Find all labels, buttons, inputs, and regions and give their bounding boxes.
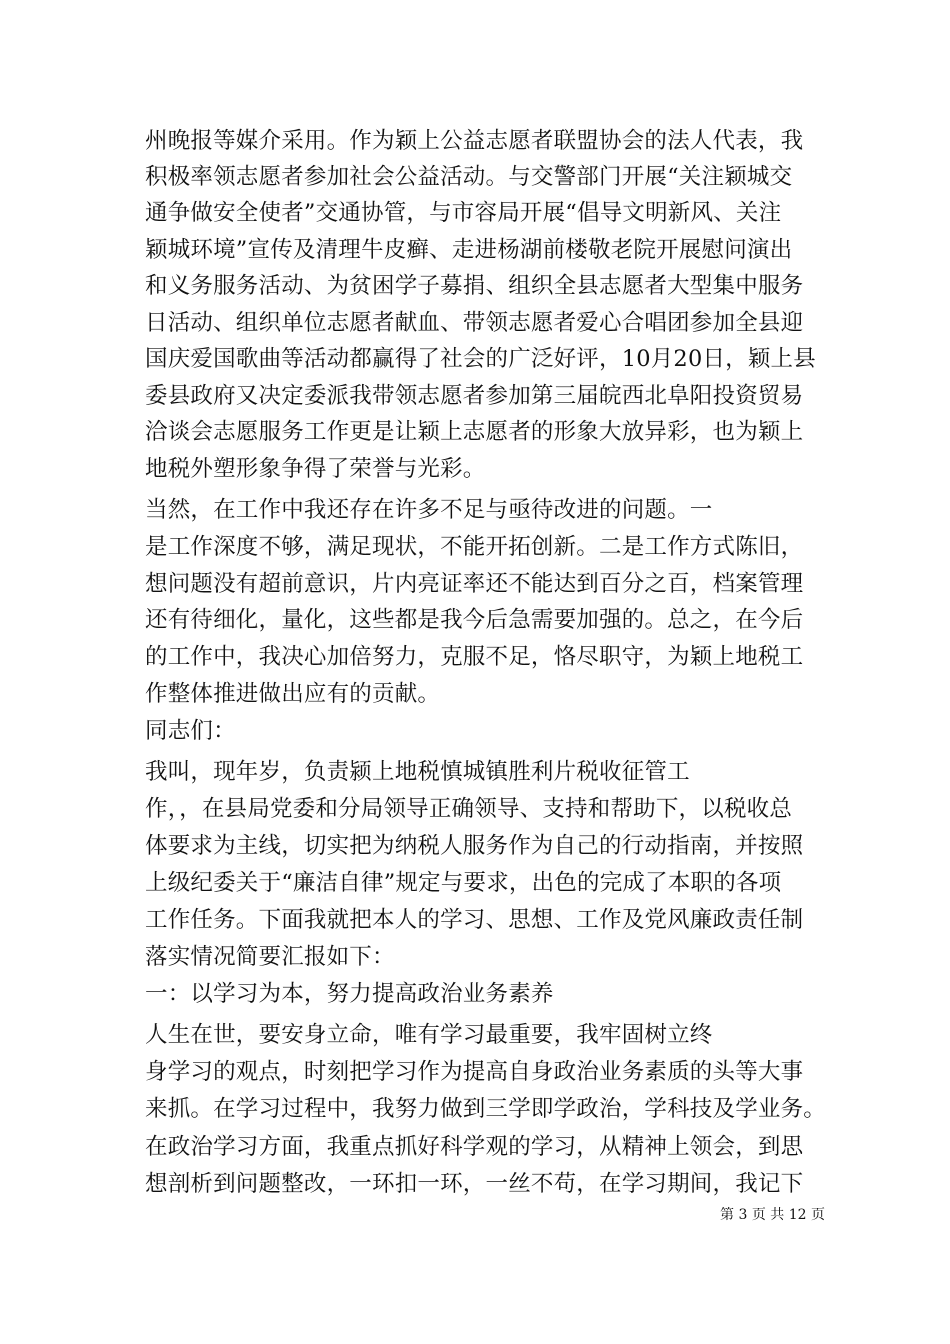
body-text-line: 想剖析到问题整改，一环扣一环，一丝不苟，在学习期间，我记下 [145,1171,804,1197]
body-text-line: 积极率领志愿者参加社会公益活动。与交警部门开展“关注颖城交 [145,164,793,190]
body-text-line: 还有待细化，量化，这些都是我今后急需要加强的。总之，在今后 [145,607,804,633]
body-text-line: 作整体推进做出应有的贡献。 [145,681,441,707]
body-text-line: 上级纪委关于“廉洁自律”规定与要求，出色的完成了本职的各项 [145,870,782,896]
body-text-line: 委县政府又决定委派我带领志愿者参加第三届皖西北阜阳投资贸易 [145,383,804,409]
body-text-line: 我叫，现年岁，负责颍上地税慎城镇胜利片税收征管工 [145,759,690,785]
body-text-line: 洽谈会志愿服务工作更是让颖上志愿者的形象大放异彩，也为颖上 [145,419,804,445]
body-text-line: 来抓。在学习过程中，我努力做到三学即学政治，学科技及学业务。 [145,1096,827,1122]
body-text-line: 当然，在工作中我还存在许多不足与亟待改进的问题。一 [145,497,713,523]
body-text-line: 体要求为主线，切实把为纳税人服务作为自己的行动指南，并按照 [145,833,804,859]
body-text-line: 和义务服务活动、为贫困学子募捐、组织全县志愿者大型集中服务 [145,273,804,299]
body-text-line: 身学习的观点，时刻把学习作为提高自身政治业务素质的头等大事 [145,1059,804,1085]
body-text-line: 工作任务。下面我就把本人的学习、思想、工作及党风廉政责任制 [145,907,804,933]
salutation-line: 同志们： [145,718,236,744]
body-text-line: 在政治学习方面，我重点抓好科学观的学习，从精神上领会，到思 [145,1134,804,1160]
body-text-line: 人生在世，要安身立命，唯有学习最重要，我牢固树立终 [145,1022,713,1048]
body-text-line: 地税外塑形象争得了荣誉与光彩。 [145,456,486,482]
body-text-line: 日活动、组织单位志愿者献血、带领志愿者爱心合唱团参加全县迎 [145,310,804,336]
body-text-line: 作，，在县局党委和分局领导正确领导、支持和帮助下，以税收总 [145,796,793,822]
body-text-line: 通争做安全使者”交通协管，与市容局开展“倡导文明新风、关注 [145,200,782,226]
body-text-line: 想问题没有超前意识，片内亮证率还不能达到百分之百，档案管理 [145,571,804,597]
body-text-line: 是工作深度不够，满足现状，不能开拓创新。二是工作方式陈旧， [145,534,804,560]
body-text-line: 颖城环境”宣传及清理牛皮癣、走进杨湖前楼敬老院开展慰问演出 [145,237,793,263]
body-text-line: 国庆爱国歌曲等活动都赢得了社会的广泛好评，10月20日，颖上县 [145,346,816,372]
page-number: 第 3 页 共 12 页 [720,1207,825,1223]
body-text-line: 的工作中，我决心加倍努力，克服不足，恪尽职守，为颖上地税工 [145,644,804,670]
body-text-line: 落实情况简要汇报如下： [145,944,395,970]
body-text-line: 州晚报等媒介采用。作为颖上公益志愿者联盟协会的法人代表，我 [145,128,804,154]
section-heading: 一：以学习为本，努力提高政治业务素养 [145,981,554,1007]
